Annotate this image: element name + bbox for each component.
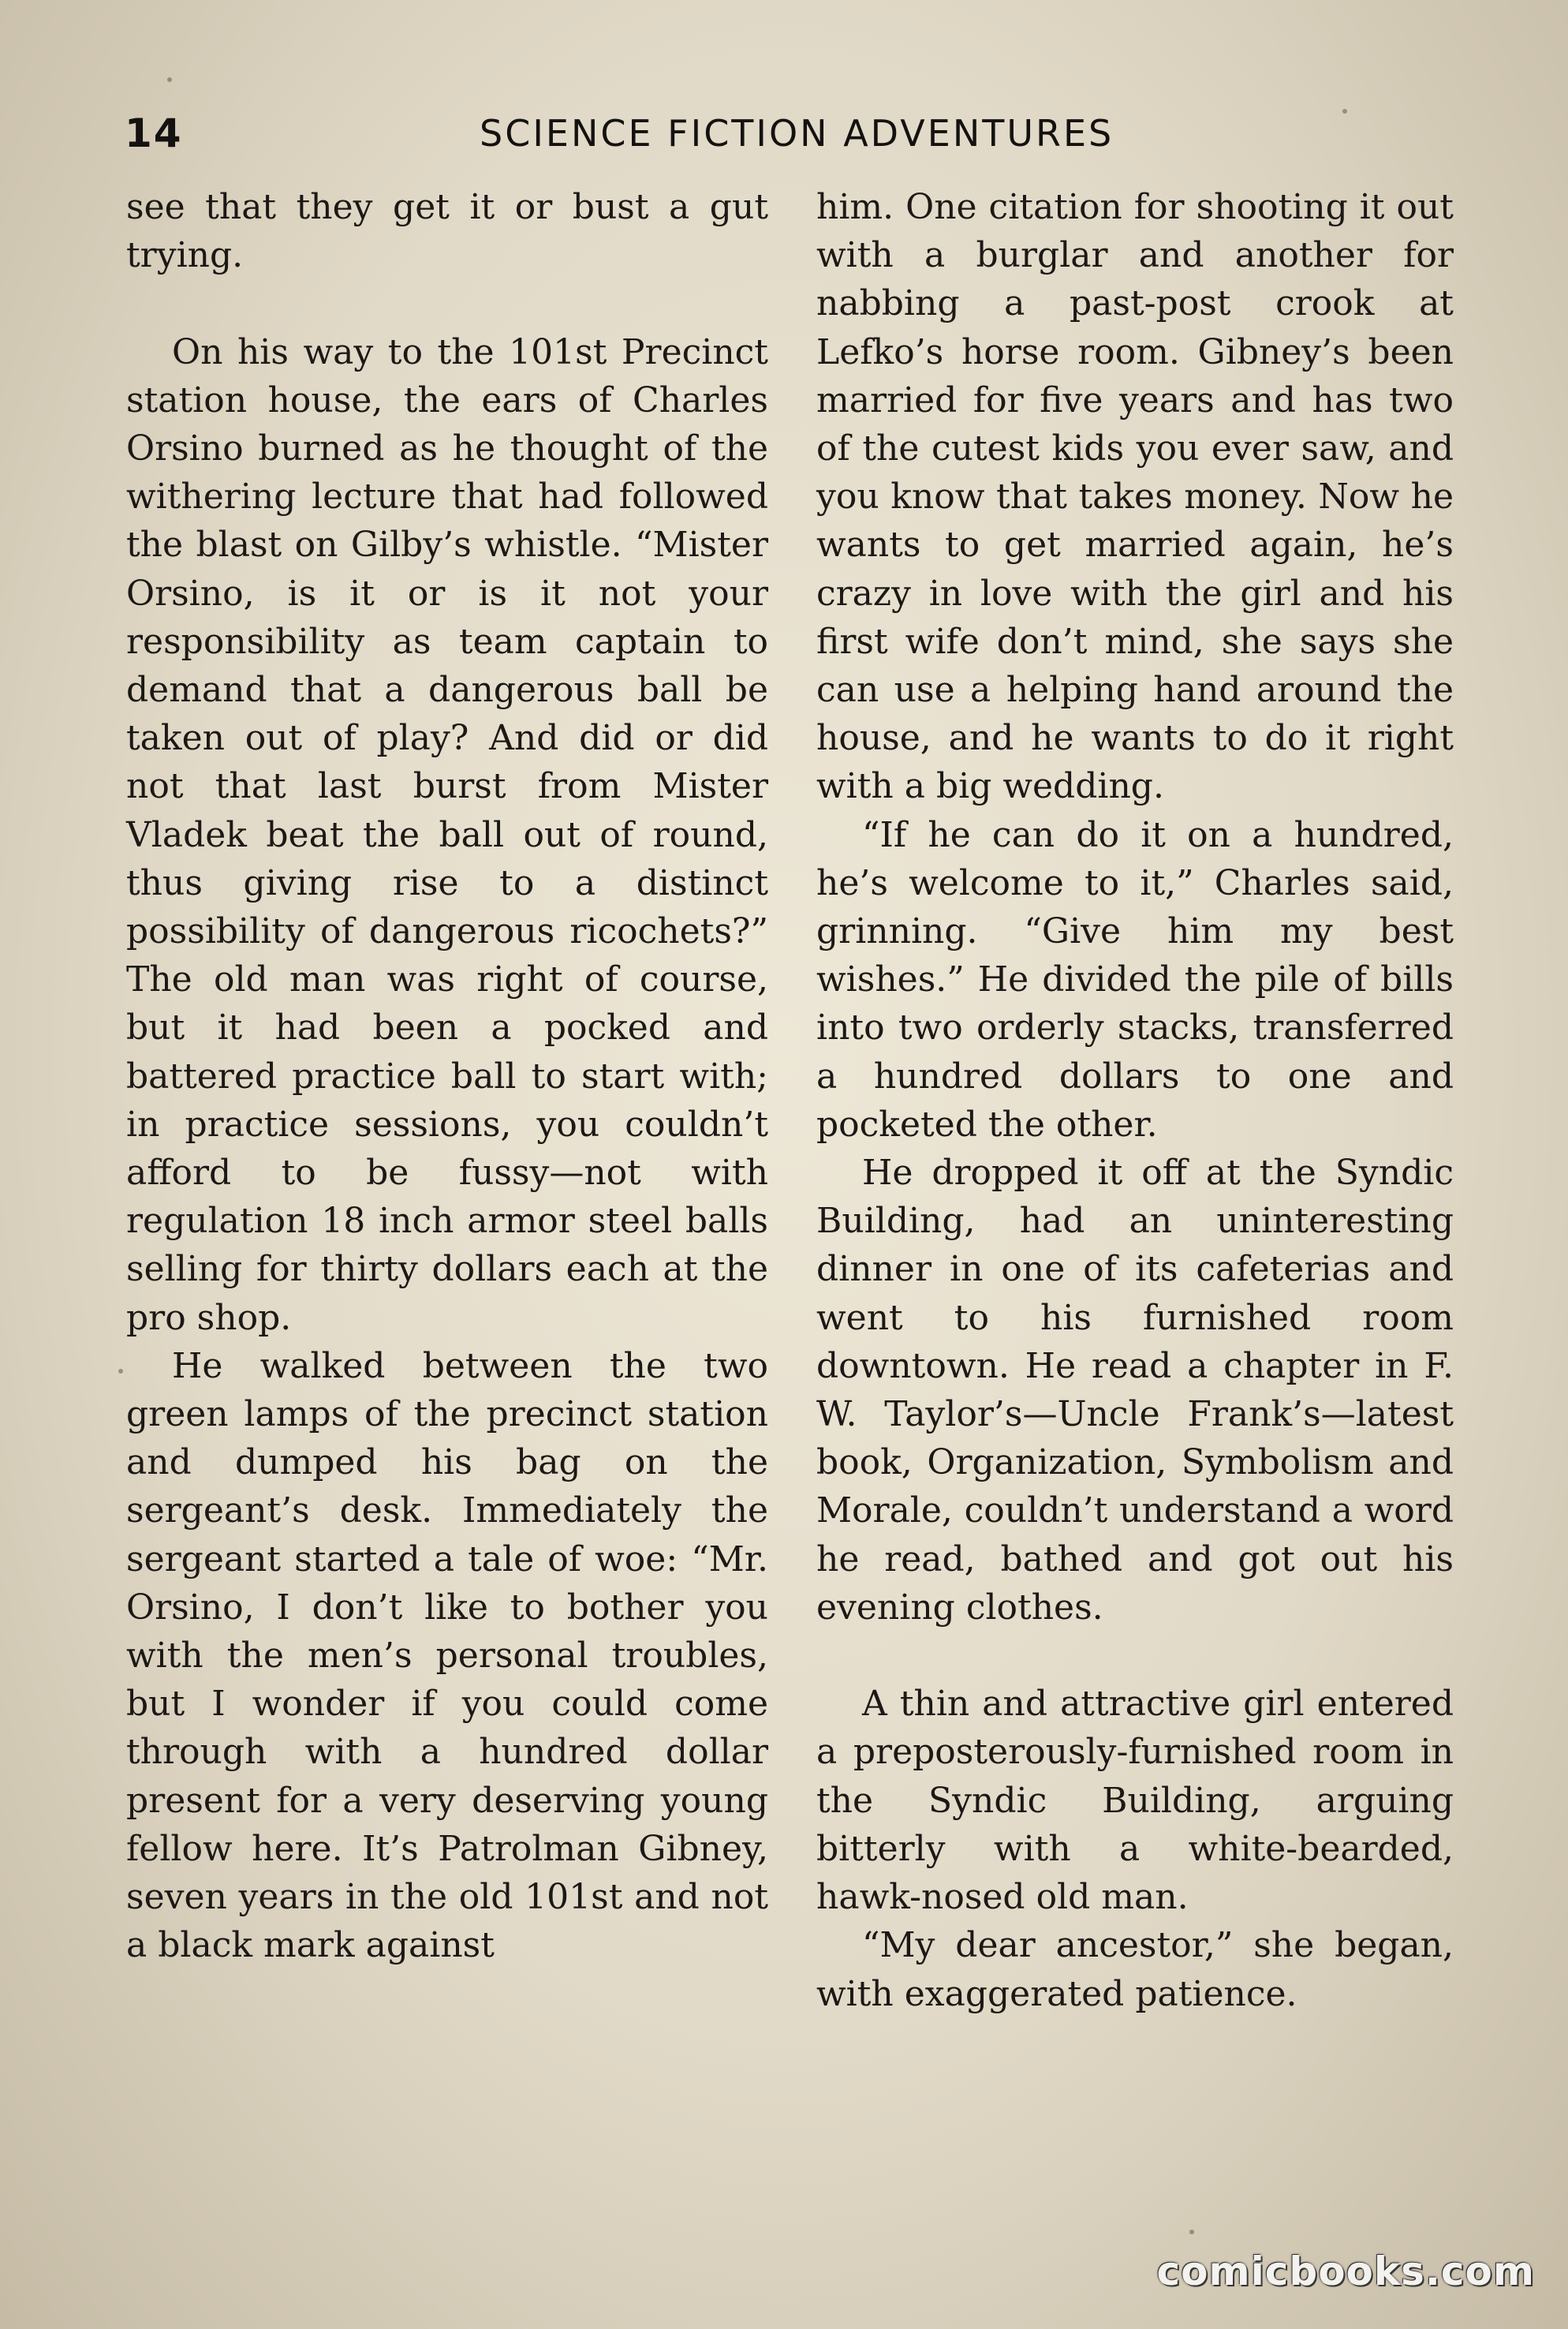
paragraph: He walked between the two green lamps of the precinct station and dumped his bag on the sergeant’s desk. Immediately the sergeant started a tale of woe: “Mr. Orsino, I don’t like to bother you with the men’s personal troubles, but I wonder if you could come through with a hundred dollar present for a very deserving young fellow here. It’s Patrolman Gibney, seven years in the old 101st and not a black mark against bbox=[126, 1345, 768, 1966]
page-number: 14 bbox=[125, 110, 183, 156]
right-text-column bbox=[816, 183, 1454, 2018]
paper-speck bbox=[118, 1369, 123, 1374]
paragraph: “My dear ancestor,” she began, with exaggerated patience. bbox=[816, 1925, 1454, 2014]
running-title: SCIENCE FICTION ADVENTURES bbox=[480, 112, 1114, 155]
paragraph: On his way to the 101st Precinct station house, the ears of Charles Orsino burned as he thought of the withering lecture that had followed the blast on Gilby’s whistle. “Mister Orsino, is it or is it not your responsibility as team captain to demand that a dangerous ball be taken out of play? And did or did not that last burst from Mister Vladek beat the ball out of round, thus giving rise to a distinct possibility of dangerous ricochets?” The old man was right of course, but it had been a pocked and battered practice ball to start with; in practice sessions, you couldn’t afford to be fussy—not with regulation 18 inch armor steel balls selling for thirty dollars each at the pro shop. bbox=[126, 331, 768, 1338]
paper-speck bbox=[1189, 2230, 1194, 2234]
paper-speck bbox=[167, 77, 172, 82]
paragraph: “If he can do it on a hundred, he’s welcome to it,” Charles said, grinning. “Give him my best wishes.” He divided the pile of bills into two orderly stacks, transferred a hundred dollars to one and pocketed the other. bbox=[816, 814, 1454, 1145]
paragraph: A thin and attractive girl entered a preposterously-furnished room in the Syndic Building, arguing bitterly with a white-bearded, hawk-nosed old man. bbox=[816, 1684, 1454, 1918]
paragraph: see that they get it or bust a gut trying. bbox=[126, 187, 768, 276]
page-header bbox=[125, 110, 1458, 166]
paragraph: him. One citation for shooting it out with a burglar and another for nabbing a past-post crook at Lefko’s horse room. Gibney’s been married for five years and has two of the cutest kids you ever saw, and you know that takes money. Now he wants to get married again, he’s crazy in love with the girl and his first wife don’t mind, she says she can use a helping hand around the house, and he wants to do it right with a big wedding. bbox=[816, 187, 1454, 807]
left-text-column bbox=[126, 183, 768, 1970]
paragraph: He dropped it off at the Syndic Building, had an uninteresting dinner in one of its cafeterias and went to his furnished room downtown. He read a chapter in F. W. Taylor’s—Uncle Frank’s—latest book, Organization, Symbolism and Morale, couldn’t understand a word he read, bathed and got out his evening clothes. bbox=[816, 1153, 1454, 1628]
watermark-logo: comicbooks.com bbox=[1156, 2249, 1535, 2294]
